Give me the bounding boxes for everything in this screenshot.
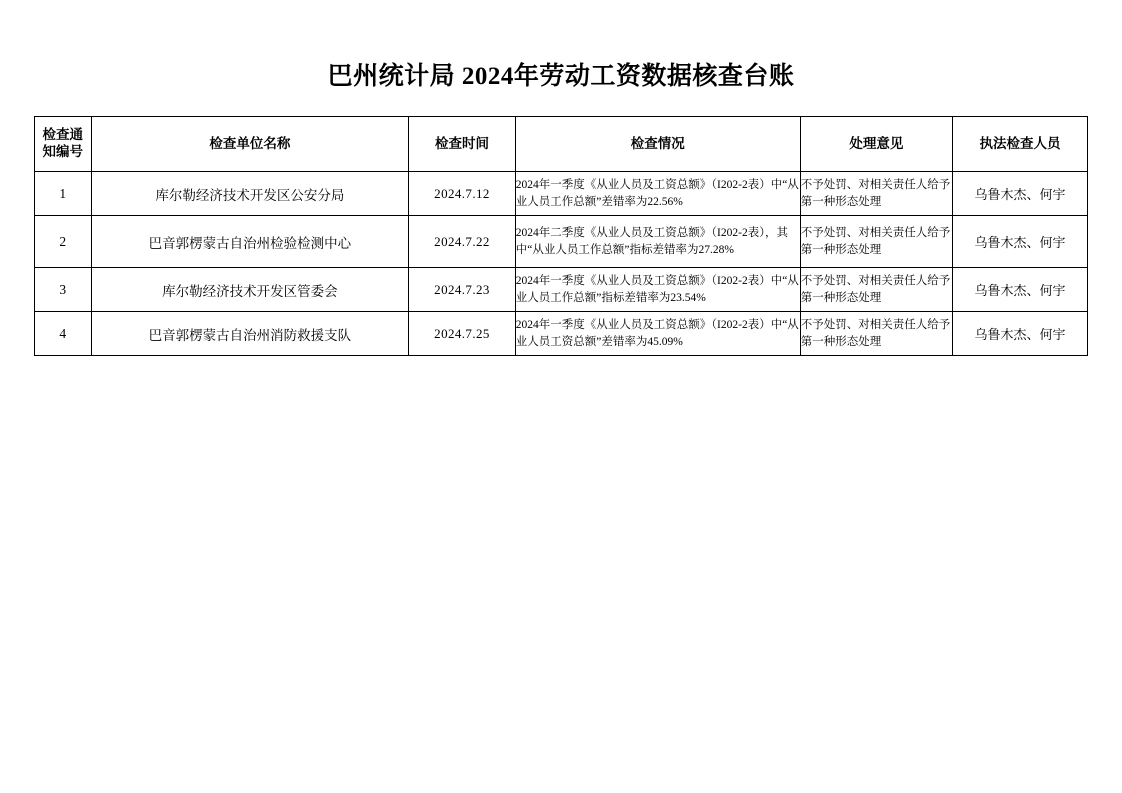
ledger-table xyxy=(34,116,1088,356)
cell-notice-no: 3 xyxy=(35,268,92,312)
column-header-inspection-time: 检查时间 xyxy=(409,117,516,172)
table-row xyxy=(35,312,1088,356)
cell-handling-opinion: 不予处罚、对相关责任人给予第一种形态处理 xyxy=(800,216,952,268)
cell-handling-opinion: 不予处罚、对相关责任人给予第一种形态处理 xyxy=(800,312,952,356)
table-row xyxy=(35,268,1088,312)
cell-inspection-detail: 2024年一季度《从业人员及工资总额》（I202-2表）中“从业人员工作总额”指标差错率为23.54% xyxy=(515,268,800,312)
table-row xyxy=(35,216,1088,268)
cell-inspection-detail: 2024年一季度《从业人员及工资总额》（I202-2表）中“从业人员工资总额”差错率为45.09% xyxy=(515,312,800,356)
cell-notice-no: 2 xyxy=(35,216,92,268)
cell-notice-no: 1 xyxy=(35,172,92,216)
cell-unit-name: 巴音郭楞蒙古自治州检验检测中心 xyxy=(91,216,409,268)
cell-inspection-time: 2024.7.25 xyxy=(409,312,516,356)
cell-inspectors: 乌鲁木杰、何宇 xyxy=(953,268,1088,312)
table-row xyxy=(35,172,1088,216)
cell-inspectors: 乌鲁木杰、何宇 xyxy=(953,312,1088,356)
table-header xyxy=(35,117,1088,172)
cell-inspectors: 乌鲁木杰、何宇 xyxy=(953,216,1088,268)
cell-notice-no: 4 xyxy=(35,312,92,356)
page-title: 巴州统计局 2024年劳动工资数据核查台账 xyxy=(327,63,795,90)
cell-handling-opinion: 不予处罚、对相关责任人给予第一种形态处理 xyxy=(800,172,952,216)
cell-inspection-detail: 2024年二季度《从业人员及工资总额》（I202-2表），其中“从业人员工作总额”指标差错率为27.28% xyxy=(515,216,800,268)
cell-inspectors: 乌鲁木杰、何宇 xyxy=(953,172,1088,216)
cell-inspection-detail: 2024年一季度《从业人员及工资总额》（I202-2表）中“从业人员工作总额”差错率为22.56% xyxy=(515,172,800,216)
column-header-inspection-detail: 检查情况 xyxy=(515,117,800,172)
table-header-row xyxy=(35,117,1088,172)
cell-unit-name: 库尔勒经济技术开发区公安分局 xyxy=(91,172,409,216)
ledger-table-container xyxy=(0,116,1122,356)
cell-inspection-time: 2024.7.12 xyxy=(409,172,516,216)
cell-inspection-time: 2024.7.23 xyxy=(409,268,516,312)
column-header-unit-name: 检查单位名称 xyxy=(91,117,409,172)
cell-unit-name: 巴音郭楞蒙古自治州消防救援支队 xyxy=(91,312,409,356)
cell-handling-opinion: 不予处罚、对相关责任人给予第一种形态处理 xyxy=(800,268,952,312)
column-header-notice-no: 检查通知编号 xyxy=(35,117,92,172)
column-header-handling-opinion: 处理意见 xyxy=(800,117,952,172)
column-header-inspectors: 执法检查人员 xyxy=(953,117,1088,172)
cell-inspection-time: 2024.7.22 xyxy=(409,216,516,268)
table-body xyxy=(35,172,1088,356)
cell-unit-name: 库尔勒经济技术开发区管委会 xyxy=(91,268,409,312)
